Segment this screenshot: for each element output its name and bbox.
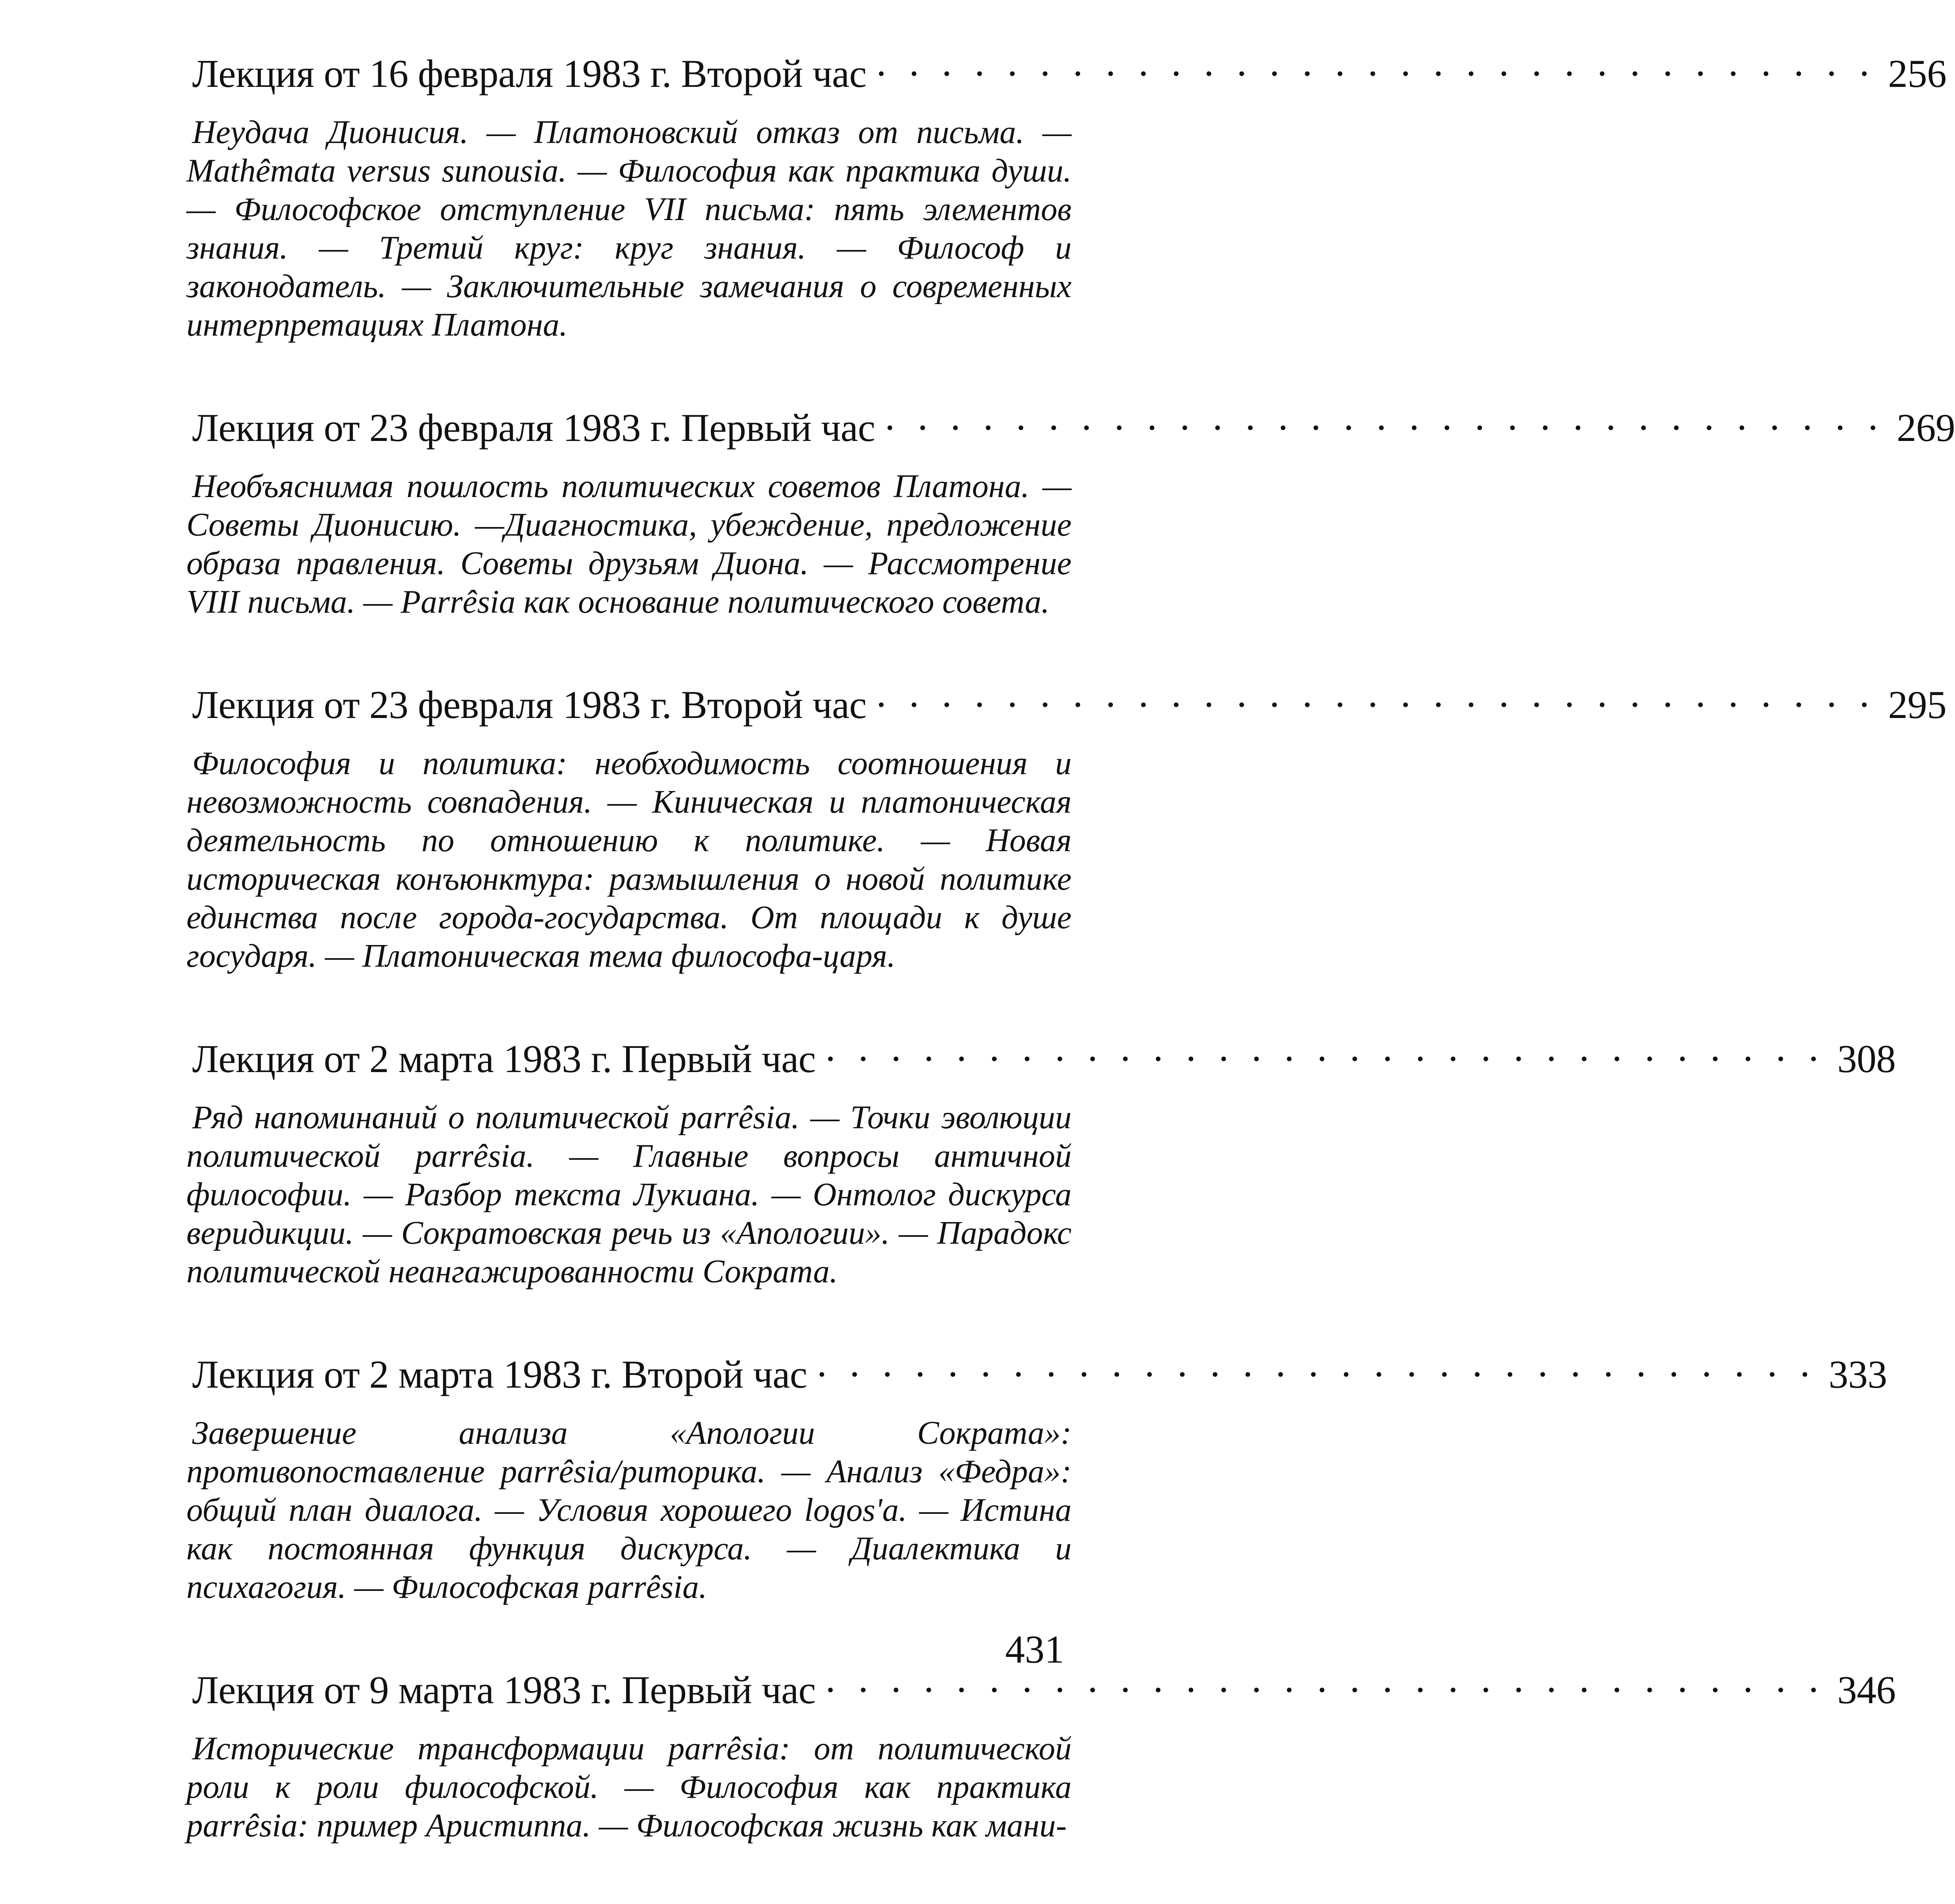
toc-entry xyxy=(186,1350,1887,1606)
lecture-summary: Философия и политика: необходимость соотношения и невозможность совпадения. — Киническая и платоническая деятельность по отношению к политике. — Новая историческая конъюнктура: размышления о новой политике единства после города-государства. От площади к душе государя. — Платоническая тема философа-царя. xyxy=(186,745,1072,974)
folio-page-number: 431 xyxy=(1005,1627,1064,1671)
lecture-summary: Ряд напоминаний о политической parrêsia. — Точки эволюции политической parrêsia. — Главные вопросы античной философии. — Разбор текста Лукиана. — Онтолог дискурса веридикции. — Сократовская речь из «Апологии». — Парадокс политической неангажированности Сократа. xyxy=(186,1100,1072,1290)
lecture-summary: Необъяснимая пошлость политических советов Платона. — Советы Дионисию. —Диагностика, убеждение, предложение образа правления. Советы друзьям Диона. — Рассмотрение VIII письма. — Parrêsia как основание политического совета. xyxy=(186,468,1072,620)
dot-leader: · · · · · · · · · · · · · · · · · · · · · · · · · · · · · · · xyxy=(874,683,1876,727)
lecture-title: Лекция от 23 февраля 1983 г. Второй час xyxy=(192,683,867,727)
toc-entry-heading xyxy=(186,1034,1896,1084)
page-number: 295 xyxy=(1888,683,1947,727)
toc-entry-heading xyxy=(186,49,1947,98)
dot-leader: · · · · · · · · · · · · · · · · · · · · · · · · · · · · · · · xyxy=(815,1352,1816,1396)
page-number: 256 xyxy=(1888,52,1947,95)
toc-entry-heading xyxy=(186,680,1947,729)
lecture-summary: Исторические трансформации parrêsia: от политической роли к роли философской. — Философия как практика parrêsia: пример Аристиппа. — Философская жизнь как мани- xyxy=(186,1731,1072,1844)
lecture-title: Лекция от 2 марта 1983 г. Второй час xyxy=(192,1352,807,1396)
dot-leader: · · · · · · · · · · · · · · · · · · · · · · · · · · · · · · · xyxy=(883,406,1885,450)
lecture-title: Лекция от 9 марта 1983 г. Первый час xyxy=(192,1668,816,1712)
page-number: 333 xyxy=(1828,1352,1887,1396)
toc-entry xyxy=(186,49,1947,344)
page-number: 346 xyxy=(1837,1668,1896,1712)
toc-entry-heading xyxy=(186,1665,1896,1715)
toc-entry-heading xyxy=(186,1350,1887,1399)
dot-leader: · · · · · · · · · · · · · · · · · · · · · · · · · · · · · · · xyxy=(824,1037,1825,1081)
lecture-title: Лекция от 2 марта 1983 г. Первый час xyxy=(192,1037,816,1081)
toc-entry xyxy=(186,1665,1896,1845)
table-of-contents xyxy=(186,49,1955,1904)
dot-leader: · · · · · · · · · · · · · · · · · · · · · · · · · · · · · · · xyxy=(874,52,1876,95)
dot-leader: · · · · · · · · · · · · · · · · · · · · · · · · · · · · · · · xyxy=(824,1668,1825,1712)
lecture-summary: Завершение анализа «Апологии Сократа»: противопоставление parrêsia/риторика. — Анализ «Федра»: общий план диалога. — Условия хорошего logos'а. — Истина как постоянная функция дискурса. — Диалектика и психагогия. — Философская parrêsia. xyxy=(186,1415,1072,1605)
toc-entry-heading xyxy=(186,403,1955,452)
page-number: 269 xyxy=(1896,406,1955,450)
lecture-title: Лекция от 23 февраля 1983 г. Первый час xyxy=(192,406,875,450)
page-number: 308 xyxy=(1837,1037,1896,1081)
toc-entry xyxy=(186,1034,1896,1291)
lecture-title: Лекция от 16 февраля 1983 г. Второй час xyxy=(192,52,867,95)
toc-entry xyxy=(186,680,1947,975)
lecture-summary: Неудача Дионисия. — Платоновский отказ от письма. — Mathêmata versus sunousia. — Философия как практика души. — Философское отступление VII письма: пять элементов знания. — Третий круг: круг знания. — Философ и законодатель. — Заключительные замечания о современных интерпретациях Платона. xyxy=(186,114,1072,343)
toc-entry xyxy=(186,403,1955,621)
